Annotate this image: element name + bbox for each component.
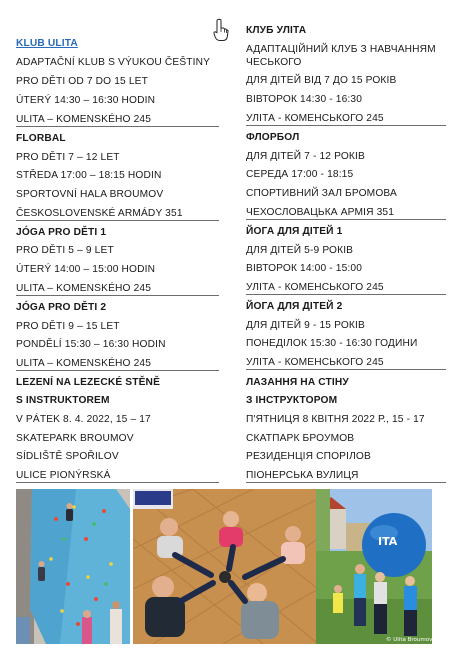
left-line: ULITA – KOMENSKÉHO 245 [16,114,152,125]
left-line: PRO DĚTI 7 – 12 LET [16,152,120,163]
left-line: PRO DĚTI 5 – 9 LET [16,245,114,256]
section-separator [16,126,219,127]
right-line: СКАТПАРК БРОУМОВ [246,433,355,444]
left-line: PRO DĚTI 9 – 15 LET [16,321,120,332]
photo-strip [16,489,432,644]
left-line: ČESKOSLOVENSKÉ ARMÁDY 351 [16,208,183,219]
right-heading: ЙОГА ДЛЯ ДІТЕЙ 2 [246,301,343,312]
right-heading: КЛУБ УЛІТА [246,25,307,36]
right-heading: ЙОГА ДЛЯ ДІТЕЙ 1 [246,226,343,237]
left-line: PRO DĚTI OD 7 DO 15 LET [16,76,148,87]
section-separator [16,370,219,371]
right-line: П'ЯТНИЦЯ 8 КВІТНЯ 2022 Р., 15 - 17 [246,414,425,425]
right-line: ВІВТОРОК 14:00 - 15:00 [246,263,363,274]
section-separator [246,219,446,220]
right-line: ДЛЯ ДІТЕЙ 9 - 15 РОКІВ [246,320,365,331]
climbing-wall-photo [16,489,130,644]
section-separator [16,295,219,296]
left-heading: JÓGA PRO DĚTI 2 [16,302,107,313]
left-line: SKATEPARK BROUMOV [16,433,134,444]
right-line: ДЛЯ ДІТЕЙ 5-9 РОКІВ [246,245,354,256]
right-line: ПІОНЕРСЬКА ВУЛИЦЯ [246,470,359,481]
right-line: СПОРТИВНИЙ ЗАЛ БРОМОВА [246,188,397,199]
left-line: ÚTERÝ 14:30 – 16:30 HODIN [16,95,156,106]
left-line: SÍDLIŠTĚ SPOŘILOV [16,451,119,462]
left-line: STŘEDA 17:00 – 18:15 HODIN [16,170,162,181]
section-separator [246,125,446,126]
left-line: ÚTERÝ 14:00 – 15:00 HODIN [16,264,156,275]
right-line: РЕЗИДЕНЦІЯ СПОРІЛОВ [246,451,371,462]
section-separator [16,482,219,483]
kids-circle-photo [133,489,318,644]
section-separator [16,220,219,221]
right-line: ВІВТОРОК 14:30 - 16:30 [246,94,363,105]
right-line: ДЛЯ ДІТЕЙ ВІД 7 ДО 15 РОКІВ [246,75,397,86]
left-line: ULITA – KOMENSKÉHO 245 [16,283,152,294]
left-line: PONDĚLÍ 15:30 – 16:30 HODIN [16,339,166,350]
right-heading: ЛАЗАННЯ НА СТІНУ [246,377,349,388]
right-line: ЧЕХОСЛОВАЦЬКА АРМІЯ 351 [246,207,395,218]
right-line: УЛІТА - КОМЕНСЬКОГО 245 [246,282,384,293]
section-separator [246,294,446,295]
right-line: ДЛЯ ДІТЕЙ 7 - 12 РОКІВ [246,151,365,162]
left-line: SPORTOVNÍ HALA BROUMOV [16,189,164,200]
right-heading: ФЛОРБОЛ [246,132,300,143]
left-line: V PÁTEK 8. 4. 2022, 15 – 17 [16,414,151,425]
ball-label: ITA [378,535,398,548]
klub-ulita-link[interactable]: KLUB ULITA [16,38,78,49]
left-heading: S INSTRUKTOREM [16,395,110,406]
right-line: АДАПТАЦІЙНИЙ КЛУБ З НАВЧАННЯМ ЧЕСЬКОГО [246,44,436,68]
left-heading: JÓGA PRO DĚTI 1 [16,227,107,238]
ball-game-photo [316,489,432,644]
right-heading: З ІНСТРУКТОРОМ [246,395,338,406]
right-line: ПОНЕДІЛОК 15:30 - 16:30 ГОДИНИ [246,338,418,349]
right-line: УЛІТА - КОМЕНСЬКОГО 245 [246,113,384,124]
left-line: ADAPTAČNÍ KLUB S VÝUKOU ČEŠTINY [16,57,211,68]
section-separator [246,369,446,370]
left-heading: FLORBAL [16,133,66,144]
left-heading: LEZENÍ NA LEZECKÉ STĚNĚ [16,377,161,388]
photo-credit: © Ulita Broumov [386,637,432,643]
right-line: СЕРЕДА 17:00 - 18:15 [246,169,354,180]
left-line: ULICE PIONÝRSKÁ [16,470,111,481]
section-separator [246,482,446,483]
left-line: ULITA – KOMENSKÉHO 245 [16,358,152,369]
right-line: УЛІТА - КОМЕНСЬКОГО 245 [246,357,384,368]
